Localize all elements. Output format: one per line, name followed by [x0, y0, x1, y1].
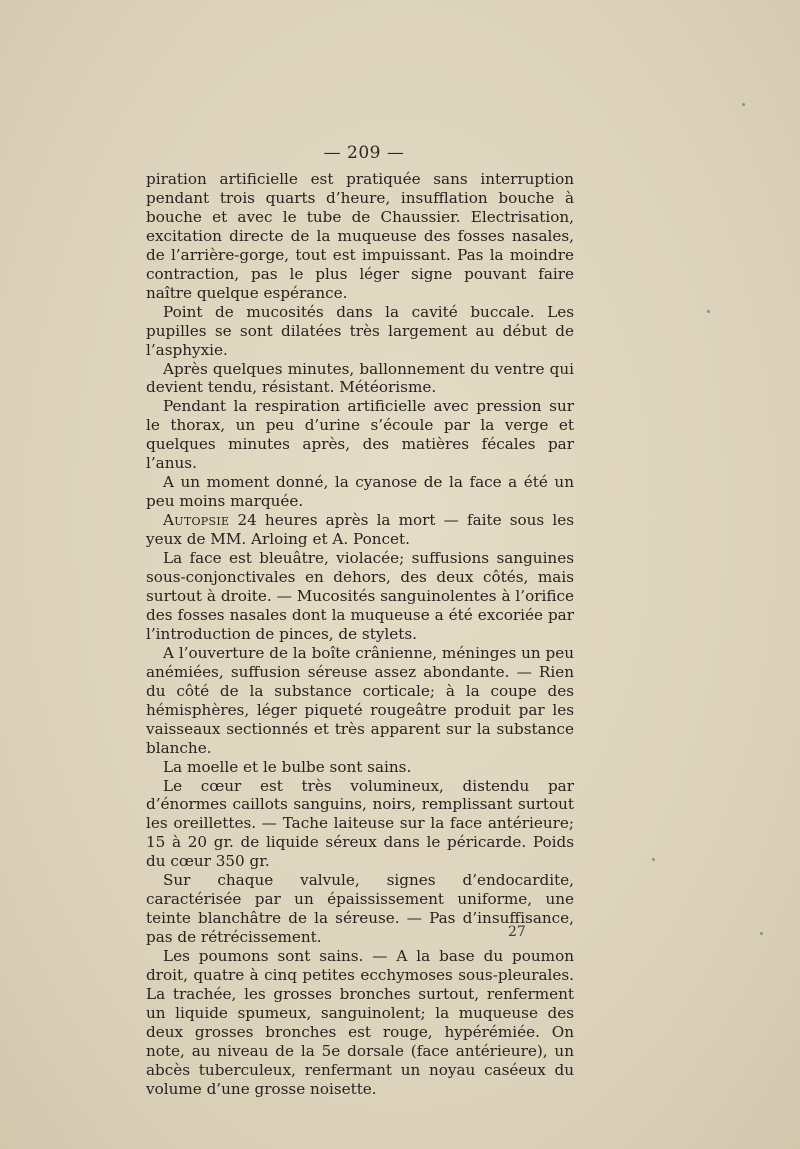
paragraph: Après quelques minutes, ballonnement du ventre qui devient tendu, résistant. Météorisme.: [146, 359, 574, 397]
paper-speck: [760, 932, 763, 935]
paper-speck: [652, 858, 655, 861]
paragraph: piration artificielle est pratiquée sans interruption pendant trois quarts d’heure, insufflation bouche à bouche et avec le tube de Chaussier. Electrisation, excitation directe de la muqueuse des fosses nasales, de l’arrière-gorge, tout est impuissant. Pas la moindre contraction, pas le plus léger signe pouvant faire naître quelque espérance.: [146, 170, 574, 302]
paragraph: Sur chaque valvule, signes d’endocardite, caractérisée par un épaississement uniforme, une teinte blanchâtre de la séreuse. — Pas d’insuffisance, pas de rétrécissement.: [146, 871, 574, 947]
paragraph: La moelle et le bulbe sont sains.: [163, 757, 412, 776]
paragraph: Les poumons sont sains. — A la base du poumon droit, quatre à cinq petites ecchymoses sous-pleurales. La trachée, les grosses bronches surtout, renferment un liquide spumeux, sanguinolent; la muqueuse des deux grosses bronches est rouge, hypérémiée. On note, au niveau de la 5e dorsale (face antérieure), un abcès tuberculeux, renfermant un noyau caséeux du volume d’une grosse noisette.: [146, 947, 574, 1098]
paragraph: La face est bleuâtre, violacée; suffusions sanguines sous-conjonctivales en dehors, des deux côtés, mais surtout à droite. — Mucosités sanguinolentes à l’orifice des fosses nasales dont la muqueuse a été excoriée par l’introduction de pinces, de stylets.: [146, 549, 574, 643]
autopsie-paragraph: [146, 511, 574, 549]
autopsie-heading: Autopsie: [163, 511, 230, 530]
paragraph: Point de mucosités dans la cavité buccale. Les pupilles se sont dilatées très largement au début de l’asphyxie.: [146, 302, 574, 359]
paper-speck: [707, 310, 710, 313]
paragraph: A un moment donné, la cyanose de la face a été un peu moins marquée.: [146, 473, 574, 511]
paragraph: A l’ouverture de la boîte crânienne, méninges un peu anémiées, suffusion séreuse assez abondante. — Rien du côté de la substance corticale; à la coupe des hémisphères, léger piqueté rougeâtre produit par les vaisseaux sectionnés et très apparent sur la substance blanche.: [146, 643, 574, 757]
paragraph: Pendant la respiration artificielle avec pression sur le thorax, un peu d’urine s’écoule par la verge et quelques minutes après, des matières fécales par l’anus.: [146, 397, 574, 473]
signature-mark: 27: [508, 924, 526, 940]
page-body: [146, 170, 574, 1099]
autopsie-text: 24 heures après la mort — faite sous les yeux de MM. Arloing et A. Poncet.: [146, 511, 574, 549]
paragraph: Le cœur est très volumineux, distendu par d’énormes caillots sanguins, noirs, remplissant surtout les oreillettes. — Tache laiteuse sur la face antérieure; 15 à 20 gr. de liquide séreux dans le péricarde. Poids du cœur 350 gr.: [146, 776, 574, 871]
paper-speck: [742, 103, 745, 106]
page-number: — 209 —: [323, 143, 405, 163]
